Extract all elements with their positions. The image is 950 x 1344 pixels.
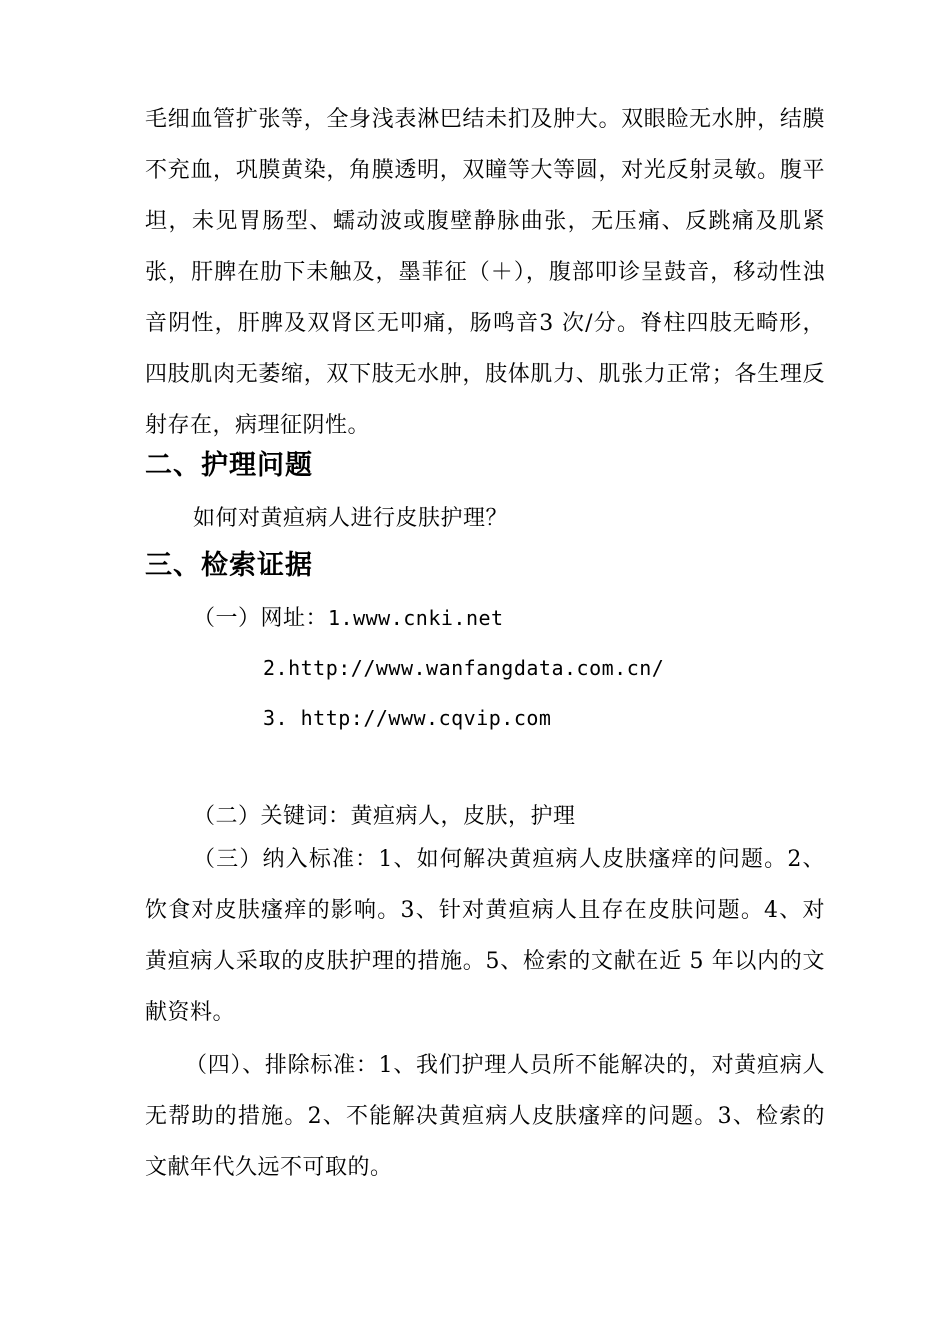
website-link-2[interactable]: 2.http://www.wanfangdata.com.cn/ [263,656,665,680]
websites-label: （一）网址： [193,606,329,631]
physical-exam-paragraph: 毛细血管扩张等，全身浅表淋巴结未扪及肿大。双眼睑无水肿，结膜不充血，巩膜黄染，角膜透明，双瞳等大等圆，对光反射灵敏。腹平坦，未见胃肠型、蠕动波或腹壁静脉曲张，无压痛、反跳痛及肌紧张，肝脾在肋下未触及，墨菲征（＋），腹部叩诊呈鼓音，移动性浊音阴性，肝脾及双肾区无叩痛，肠鸣音3 次/分。脊柱四肢无畸形，四肢肌肉无萎缩，双下肢无水肿，肢体肌力、肌张力正常；各生理反射存在，病理征阴性。 [145,107,825,438]
websites-line [193,602,504,635]
inclusion-criteria-paragraph: （三）纳入标准：1、如何解决黄疸病人皮肤瘙痒的问题。2、饮食对皮肤瘙痒的影响。3、针对黄疸病人且存在皮肤问题。4、对黄疸病人采取的皮肤护理的措施。5、检索的文献在近 5 年以内的文献资料。 [145,847,825,1025]
exclusion-criteria-paragraph: （四）、排除标准：1、我们护理人员所不能解决的，对黄疸病人无帮助的措施。2、不能解决黄疸病人皮肤瘙痒的问题。3、检索的文献年代久远不可取的。 [145,1053,825,1180]
section-heading-search-evidence: 三、检索证据 [145,550,313,581]
nursing-question: 如何对黄疸病人进行皮肤护理？ [193,506,509,531]
website-link-3[interactable]: 3. http://www.cqvip.com [263,706,552,730]
website-link-1[interactable]: 1.www.cnki.net [328,606,504,630]
keywords-line: （二）关键词：黄疸病人，皮肤，护理 [193,804,576,829]
section-heading-nursing-problem: 二、护理问题 [145,450,313,481]
